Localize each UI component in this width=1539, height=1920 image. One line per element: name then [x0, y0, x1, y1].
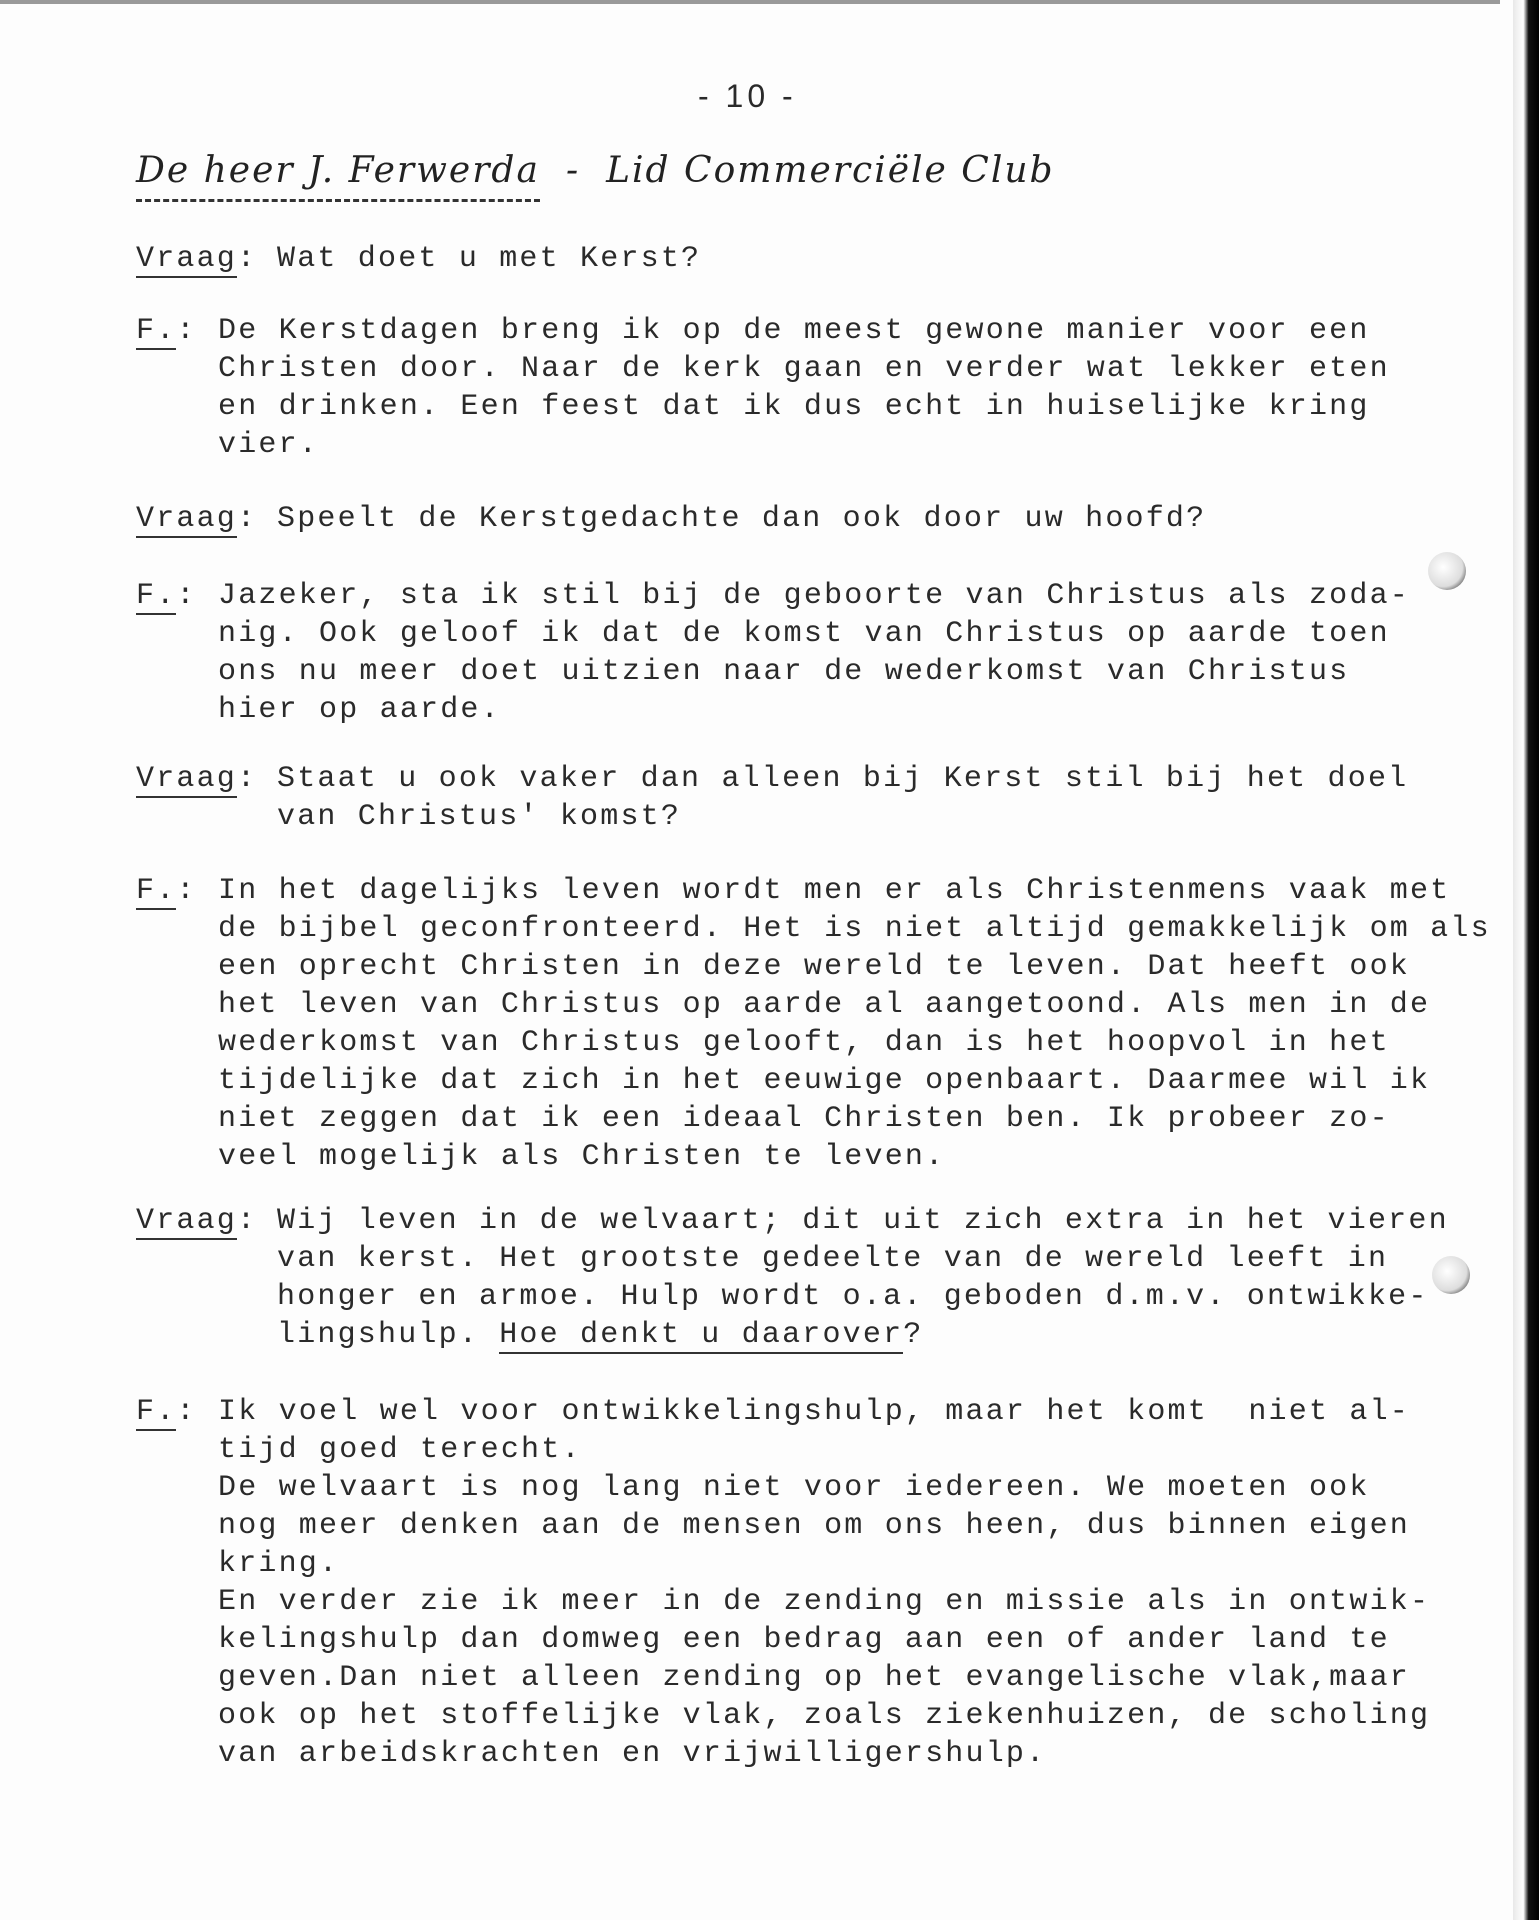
label-punct: : — [237, 1204, 258, 1238]
label-punct: : — [176, 579, 197, 613]
label-punct: : — [176, 1395, 197, 1429]
label-text: Vraag — [136, 1204, 238, 1238]
block-text — [277, 240, 701, 278]
interview-heading — [136, 150, 1055, 191]
label-punct: : — [176, 874, 197, 908]
text-line: tijdelijke dat zich in het eeuwige openbaart. Daarmee wil ik — [218, 1064, 1431, 1098]
text-line: De Kerstdagen breng ik op de meest gewone manier voor een — [218, 314, 1370, 348]
text-line: kelingshulp dan domweg een bedrag aan een of ander land te — [218, 1623, 1390, 1657]
block-text — [218, 577, 1410, 729]
block-text — [277, 500, 1206, 538]
text-line: kring. — [218, 1547, 340, 1581]
label-punct: : — [237, 762, 258, 796]
text-line: van Christus' komst? — [277, 800, 682, 834]
text-line: Christen door. Naar de kerk gaan en verder wat lekker eten — [218, 352, 1390, 386]
text-line: van arbeidskrachten en vrijwilligershulp. — [218, 1737, 1047, 1771]
answer-label — [136, 312, 197, 350]
text-line: ook op het stoffelijke vlak, zoals ziekenhuizen, de scholing — [218, 1699, 1431, 1733]
text-line: Wij leven in de welvaart; dit uit zich extra in het vieren — [277, 1204, 1449, 1238]
answer-label — [136, 872, 197, 910]
block-text — [218, 312, 1390, 464]
text-line: een oprecht Christen in deze wereld te leven. Dat heeft ook — [218, 950, 1410, 984]
label-text: Vraag — [136, 502, 238, 536]
block-text — [218, 872, 1491, 1176]
text-line: het leven van Christus op aarde al aangetoond. Als men in de — [218, 988, 1431, 1022]
text-line: Speelt de Kerstgedachte dan ook door uw hoofd? — [277, 502, 1207, 536]
underlined-text: Hoe denkt u daarover — [499, 1318, 904, 1352]
heading-separator: - — [565, 150, 581, 191]
label-text: F. — [136, 1395, 177, 1429]
interviewee-name: De heer J. Ferwerda — [136, 150, 540, 202]
text-line: van kerst. Het grootste gedeelte van de wereld leeft in — [277, 1242, 1389, 1276]
interviewee-role: Lid Commerciële Club — [606, 150, 1055, 191]
label-text: Vraag — [136, 762, 238, 796]
text-line: geven.Dan niet alleen zending op het evangelische vlak,maar — [218, 1661, 1410, 1695]
text-line: en drinken. Een feest dat ik dus echt in huiselijke kring — [218, 390, 1370, 424]
label-punct: : — [176, 314, 197, 348]
question-label — [136, 240, 257, 278]
text-segment: lingshulp. — [277, 1318, 500, 1352]
text-line: veel mogelijk als Christen te leven. — [218, 1140, 946, 1174]
text-segment: ? — [903, 1318, 924, 1352]
text-line: nig. Ook geloof ik dat de komst van Christus op aarde toen — [218, 617, 1390, 651]
label-text: F. — [136, 579, 177, 613]
page-top-edge — [0, 0, 1500, 4]
question-label — [136, 500, 257, 538]
block-text — [218, 1393, 1430, 1773]
question-label — [136, 760, 257, 798]
label-text: Vraag — [136, 242, 238, 276]
text-line: niet zeggen dat ik een ideaal Christen ben. Ik probeer zo- — [218, 1102, 1390, 1136]
label-text: F. — [136, 314, 177, 348]
text-line: tijd goed terecht. — [218, 1433, 582, 1467]
text-line — [277, 1316, 1449, 1354]
block-text — [277, 1202, 1449, 1354]
text-line: de bijbel geconfronteerd. Het is niet altijd gemakkelijk om als — [218, 912, 1491, 946]
answer-label — [136, 577, 197, 615]
text-line: ons nu meer doet uitzien naar de wederkomst van Christus — [218, 655, 1350, 689]
text-line: hier op aarde. — [218, 693, 501, 727]
label-text: F. — [136, 874, 177, 908]
text-line: Staat u ook vaker dan alleen bij Kerst stil bij het doel — [277, 762, 1409, 796]
page-right-edge — [1513, 0, 1539, 1920]
text-line: Wat doet u met Kerst? — [277, 242, 702, 276]
block-text — [277, 760, 1408, 836]
label-punct: : — [237, 502, 258, 536]
text-line: En verder zie ik meer in de zending en missie als in ontwik- — [218, 1585, 1431, 1619]
text-line: vier. — [218, 428, 320, 462]
label-punct: : — [237, 242, 258, 276]
text-line: De welvaart is nog lang niet voor iedereen. We moeten ook — [218, 1471, 1370, 1505]
text-line: wederkomst van Christus gelooft, dan is het hoopvol in het — [218, 1026, 1390, 1060]
text-line: nog meer denken aan de mensen om ons heen, dus binnen eigen — [218, 1509, 1410, 1543]
page-number: - 10 - — [698, 78, 797, 114]
text-line: Jazeker, sta ik stil bij de geboorte van Christus als zoda- — [218, 579, 1410, 613]
text-line: In het dagelijks leven wordt men er als Christenmens vaak met — [218, 874, 1451, 908]
text-line: honger en armoe. Hulp wordt o.a. geboden d.m.v. ontwikke- — [277, 1280, 1429, 1314]
punch-hole — [1428, 552, 1466, 590]
question-label — [136, 1202, 257, 1240]
answer-label — [136, 1393, 197, 1431]
text-line: Ik voel wel voor ontwikkelingshulp, maar het komt niet al- — [218, 1395, 1410, 1429]
